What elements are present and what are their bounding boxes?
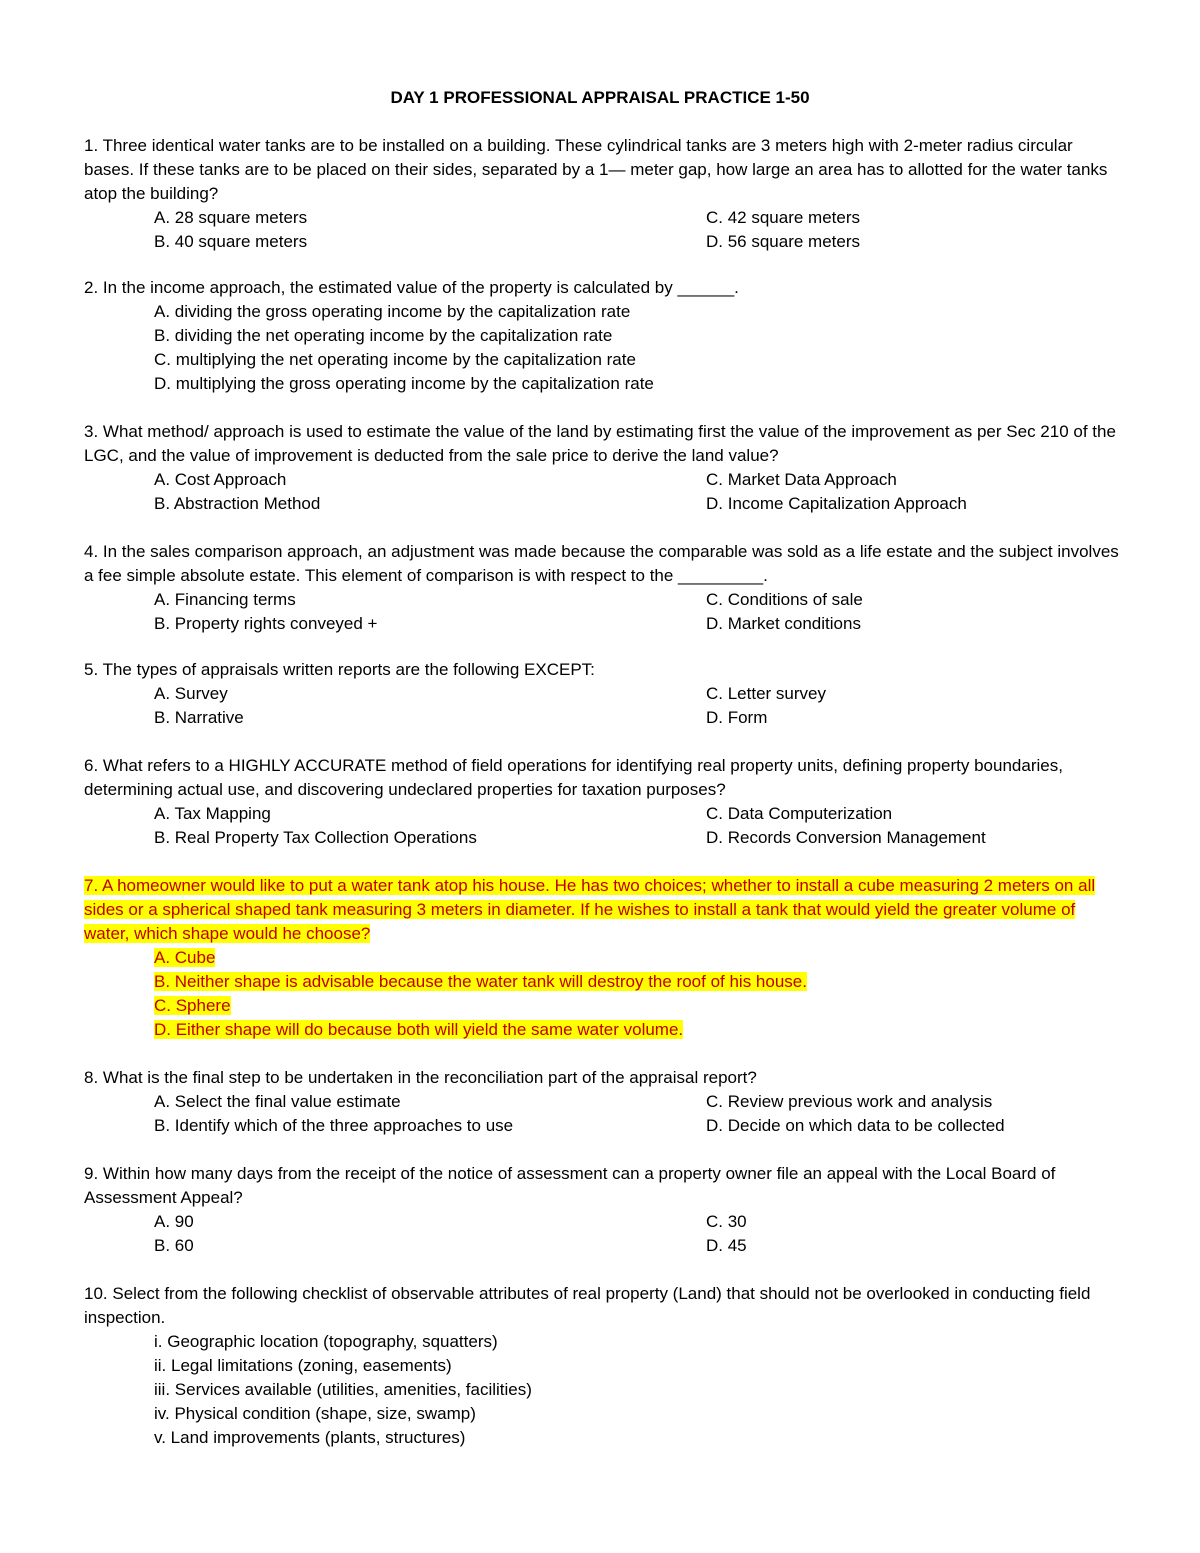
option: A. Cost Approach: [154, 470, 287, 489]
question-8: [84, 1066, 1124, 1138]
checklist-item: iii. Services available (utilities, amenities, facilities): [154, 1380, 532, 1399]
option: A. Financing terms: [154, 590, 296, 609]
checklist: [154, 1330, 1124, 1450]
question-10: [84, 1282, 1124, 1450]
option: A. Select the final value estimate: [154, 1092, 401, 1111]
option: D. Market conditions: [706, 614, 861, 633]
option: A. dividing the gross operating income by the capitalization rate: [154, 302, 631, 321]
option: C. 30: [706, 1212, 747, 1231]
option: A. 28 square meters: [154, 208, 308, 227]
question-2: [84, 276, 1124, 396]
question-6: [84, 754, 1124, 850]
question-stem: 2. In the income approach, the estimated value of the property is calculated by ______.: [84, 278, 739, 297]
option: A. Cube: [154, 948, 216, 967]
question-4: [84, 540, 1124, 636]
question-stem: 1. Three identical water tanks are to be installed on a building. These cylindrical tanks are 3 meters high with 2-meter radius circular bases. If these tanks are to be placed on their sides, separated by a 1— meter gap, how large an area has to allotted for the water tanks atop the building?: [84, 136, 1108, 203]
options-grid: [154, 802, 1124, 850]
option: B. Real Property Tax Collection Operations: [154, 828, 477, 847]
options-list: [154, 946, 1124, 1042]
question-stem: 7. A homeowner would like to put a water tank atop his house. He has two choices; whether to install a cube measuring 2 meters on all sides or a spherical shaped tank measuring 3 meters in diameter. If he wishes to install a tank that would yield the greater volume of water, which shape would he choose?: [84, 876, 1096, 943]
option: B. Neither shape is advisable because the water tank will destroy the roof of his house.: [154, 972, 807, 991]
option: A. Survey: [154, 684, 228, 703]
checklist-item: iv. Physical condition (shape, size, swamp): [154, 1404, 476, 1423]
question-stem: 9. Within how many days from the receipt of the notice of assessment can a property owner file an appeal with the Local Board of Assessment Appeal?: [84, 1164, 1056, 1207]
option: A. Tax Mapping: [154, 804, 271, 823]
option: C. Review previous work and analysis: [706, 1092, 993, 1111]
question-stem: 4. In the sales comparison approach, an adjustment was made because the comparable was sold as a life estate and the subject involves a fee simple absolute estate. This element of comparison is with respect to the _________.: [84, 542, 1119, 585]
option: B. dividing the net operating income by the capitalization rate: [154, 326, 613, 345]
option: B. 60: [154, 1236, 194, 1255]
option: D. 56 square meters: [706, 232, 861, 251]
option: A. 90: [154, 1212, 194, 1231]
option: C. Data Computerization: [706, 804, 893, 823]
options-grid: [154, 206, 1124, 254]
option: C. Letter survey: [706, 684, 826, 703]
option: C. Sphere: [154, 996, 231, 1015]
options-list: [154, 300, 1124, 396]
option: D. Decide on which data to be collected: [706, 1116, 1005, 1135]
option: D. 45: [706, 1236, 747, 1255]
option: C. 42 square meters: [706, 208, 861, 227]
options-grid: [154, 588, 1124, 636]
option: D. multiplying the gross operating income by the capitalization rate: [154, 374, 654, 393]
option: C. multiplying the net operating income by the capitalization rate: [154, 350, 636, 369]
checklist-item: v. Land improvements (plants, structures): [154, 1428, 466, 1447]
option: C. Market Data Approach: [706, 470, 897, 489]
option: B. Abstraction Method: [154, 494, 321, 513]
options-grid: [154, 468, 1124, 516]
option: B. Narrative: [154, 708, 244, 727]
question-stem: 3. What method/ approach is used to estimate the value of the land by estimating first the value of the improvement as per Sec 210 of the LGC, and the value of improvement is deducted from the sale price to derive the land value?: [84, 422, 1116, 465]
checklist-item: ii. Legal limitations (zoning, easements): [154, 1356, 452, 1375]
question-1: [84, 134, 1124, 254]
option: D. Form: [706, 708, 768, 727]
question-7-highlighted: [84, 874, 1124, 1042]
question-stem: 5. The types of appraisals written reports are the following EXCEPT:: [84, 660, 595, 679]
page-title: DAY 1 PROFESSIONAL APPRAISAL PRACTICE 1-50: [390, 88, 810, 107]
question-stem: 10. Select from the following checklist of observable attributes of real property (Land) that should not be overlooked in conducting field inspection.: [84, 1284, 1091, 1327]
options-grid: [154, 1210, 1124, 1258]
options-grid: [154, 682, 1124, 730]
option: D. Either shape will do because both will yield the same water volume.: [154, 1020, 684, 1039]
option: D. Records Conversion Management: [706, 828, 986, 847]
option: B. Identify which of the three approaches to use: [154, 1116, 514, 1135]
question-5: [84, 658, 1124, 730]
question-stem: 6. What refers to a HIGHLY ACCURATE method of field operations for identifying real property units, defining property boundaries, determining actual use, and discovering undeclared properties for taxation purposes?: [84, 756, 1063, 799]
option: B. 40 square meters: [154, 232, 308, 251]
option: C. Conditions of sale: [706, 590, 863, 609]
option: D. Income Capitalization Approach: [706, 494, 967, 513]
question-stem: 8. What is the final step to be undertaken in the reconciliation part of the appraisal report?: [84, 1068, 757, 1087]
option: B. Property rights conveyed +: [154, 614, 378, 633]
question-9: [84, 1162, 1124, 1258]
options-grid: [154, 1090, 1124, 1138]
checklist-item: i. Geographic location (topography, squatters): [154, 1332, 498, 1351]
question-3: [84, 420, 1124, 516]
